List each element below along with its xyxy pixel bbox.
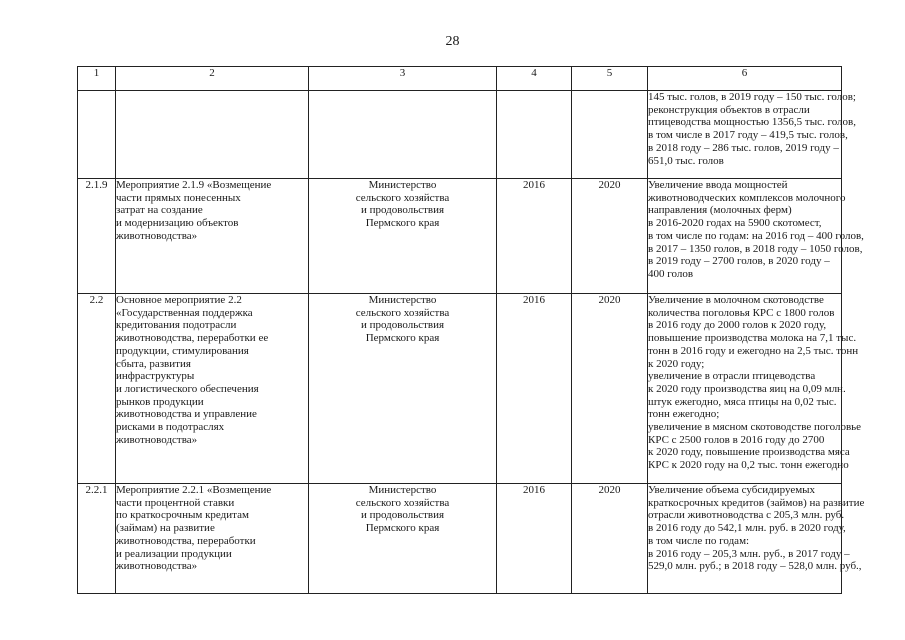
expected-result-cell-line: тонн ежегодно; [648, 408, 720, 421]
expected-result-cell-line: в том числе в 2017 году – 419,5 тыс. голов, [648, 129, 848, 142]
program-table [77, 66, 865, 594]
activity-name-cell-line: животноводства и управление [116, 408, 257, 421]
end-year-cell: 2020 [572, 484, 648, 594]
activity-name-cell-line: затрат на создание [116, 204, 203, 217]
expected-result-cell-line: в 2016-2020 годах на 5900 скотомест, [648, 217, 822, 230]
executor-cell-line: Пермского края [365, 522, 440, 535]
expected-result-cell-line: повышение производства молока на 7,1 тыс. [648, 332, 857, 345]
expected-result-cell-line: реконструкция объектов в отрасли [648, 103, 810, 116]
activity-name-cell-line: Мероприятие 2.2.1 «Возмещение [116, 484, 272, 496]
executor-cell-line: Министерство [368, 294, 437, 306]
expected-result-cell-line: увеличение в мясном скотоводстве поголовье [648, 421, 862, 434]
item-number-cell: 2.1.9 [78, 179, 116, 294]
expected-result-cell [648, 179, 864, 294]
expected-result-cell-line: штук ежегодно, мяса птицы на 0,02 тыс. [648, 395, 837, 408]
activity-name-cell-line: кредитования подотрасли [116, 319, 237, 332]
expected-result-cell [648, 484, 865, 594]
expected-result-cell-line: в том числе по годам: [648, 534, 750, 547]
activity-name-cell-line: животноводства» [116, 433, 198, 446]
activity-name-cell-line: рынков продукции [116, 395, 204, 408]
executor-cell-line: и продовольствия [360, 319, 445, 332]
table-row [78, 179, 842, 294]
activity-name-cell-line: Основное мероприятие 2.2 [116, 294, 242, 306]
expected-result-cell-line: в том числе по годам: на 2016 год – 400 голов, [648, 229, 864, 242]
expected-result-cell-line: тонн в 2016 году и ежегодно на 2,5 тыс. тонн [648, 344, 859, 357]
column-header: 6 [648, 67, 842, 91]
expected-result-cell-line: животноводческих комплексов молочного [648, 191, 846, 204]
activity-name-cell-line: и модернизацию объектов [116, 217, 239, 230]
expected-result-cell-line: Увеличение ввода мощностей [648, 179, 788, 191]
item-number-cell [78, 91, 116, 179]
activity-name-cell-line: животноводства, переработки ее [116, 332, 269, 345]
expected-result-cell-line: направления (молочных ферм) [648, 204, 792, 217]
executor-cell-line: Пермского края [365, 217, 440, 230]
activity-name-cell-line: продукции, стимулирования [116, 344, 249, 357]
activity-name-cell-line: «Государственная поддержка [116, 306, 253, 319]
expected-result-cell-line: количества поголовья КРС с 1800 голов [648, 306, 835, 319]
expected-result-cell-line: к 2020 году, повышение производства мяса [648, 446, 850, 459]
activity-name-cell-line: (займам) на развитие [116, 522, 215, 535]
expected-result-cell [648, 91, 856, 179]
expected-result-cell-line: 400 голов [648, 267, 694, 280]
executor-cell-line: и продовольствия [360, 204, 445, 217]
expected-result-cell-line: 529,0 млн. руб.; в 2018 году – 528,0 млн. руб., [648, 560, 862, 573]
expected-result-cell-line: в 2016 году до 2000 голов к 2020 году, [648, 319, 827, 332]
activity-name-cell-line: инфраструктуры [116, 370, 195, 383]
activity-name-cell-line: и логистического обеспечения [116, 382, 259, 395]
activity-name-cell-line: животноводства» [116, 229, 198, 242]
executor-cell-line: сельского хозяйства [355, 191, 450, 204]
item-number-cell: 2.2.1 [78, 484, 116, 594]
expected-result-cell-line: Увеличение объема субсидируемых [648, 484, 816, 496]
activity-name-cell-line: и реализации продукции [116, 547, 232, 560]
activity-name-cell-line: сбыта, развития [116, 357, 191, 370]
expected-result-cell-line: к 2020 году; [648, 357, 705, 370]
end-year-cell [572, 91, 648, 179]
activity-name-cell [116, 179, 309, 294]
executor-cell-line: сельского хозяйства [355, 306, 450, 319]
activity-name-cell-line: рисками в подотраслях [116, 421, 225, 434]
expected-result-cell-line: отрасли животноводства с 205,3 млн. руб. [648, 509, 845, 522]
column-header: 3 [309, 67, 497, 91]
activity-name-cell [116, 294, 309, 484]
column-header-row [78, 67, 842, 91]
item-number-cell: 2.2 [78, 294, 116, 484]
start-year-cell [497, 91, 572, 179]
column-header: 2 [116, 67, 309, 91]
expected-result-cell-line: 145 тыс. голов, в 2019 году – 150 тыс. голов; [648, 91, 856, 103]
expected-result-cell-line: в 2016 году до 542,1 млн. руб. в 2020 году, [648, 522, 846, 535]
activity-name-cell-line: животноводства, переработки [116, 534, 256, 547]
activity-name-cell [116, 91, 309, 179]
activity-name-cell-line: животноводства» [116, 560, 198, 573]
executor-cell-line: сельского хозяйства [355, 496, 450, 509]
activity-name-cell-line: части прямых понесенных [116, 191, 241, 204]
expected-result-cell-line: КРС к 2020 году на 0,2 тыс. тонн ежегодно [648, 459, 849, 472]
activity-name-cell-line: Мероприятие 2.1.9 «Возмещение [116, 179, 272, 191]
expected-result-cell-line: краткосрочных кредитов (займов) на развитие [648, 496, 865, 509]
executor-cell [309, 484, 497, 594]
expected-result-cell-line: в 2017 – 1350 голов, в 2018 году – 1050 голов, [648, 242, 863, 255]
expected-result-cell-line: Увеличение в молочном скотоводстве [648, 294, 824, 306]
executor-cell-line: Пермского края [365, 332, 440, 345]
executor-cell [309, 294, 497, 484]
column-header: 1 [78, 67, 116, 91]
expected-result-cell-line: в 2016 году – 205,3 млн. руб., в 2017 году – [648, 547, 850, 560]
executor-cell [309, 91, 497, 179]
expected-result-cell-line: к 2020 году производства яиц на 0,09 млн. [648, 382, 846, 395]
activity-name-cell-line: части процентной ставки [116, 496, 235, 509]
start-year-cell: 2016 [497, 294, 572, 484]
start-year-cell: 2016 [497, 179, 572, 294]
start-year-cell: 2016 [497, 484, 572, 594]
table-row [78, 294, 842, 484]
end-year-cell: 2020 [572, 294, 648, 484]
expected-result-cell-line: птицеводства мощностью 1356,5 тыс. голов, [648, 116, 856, 129]
expected-result-cell-line: 651,0 тыс. голов [648, 154, 724, 167]
expected-result-cell [648, 294, 862, 484]
page-number: 28 [445, 34, 460, 49]
executor-cell-line: и продовольствия [360, 509, 445, 522]
expected-result-cell-line: в 2019 году – 2700 голов, в 2020 году – [648, 255, 830, 268]
end-year-cell: 2020 [572, 179, 648, 294]
table-row [78, 484, 842, 594]
expected-result-cell-line: увеличение в отрасли птицеводства [648, 370, 816, 383]
executor-cell-line: Министерство [368, 484, 437, 496]
column-header: 4 [497, 67, 572, 91]
executor-cell [309, 179, 497, 294]
expected-result-cell-line: КРС с 2500 голов в 2016 году до 2700 [648, 433, 825, 446]
expected-result-cell-line: в 2018 году – 286 тыс. голов, 2019 году – [648, 141, 839, 154]
activity-name-cell [116, 484, 309, 594]
column-header: 5 [572, 67, 648, 91]
table-row [78, 91, 842, 179]
activity-name-cell-line: по краткосрочным кредитам [116, 509, 249, 522]
executor-cell-line: Министерство [368, 179, 437, 191]
